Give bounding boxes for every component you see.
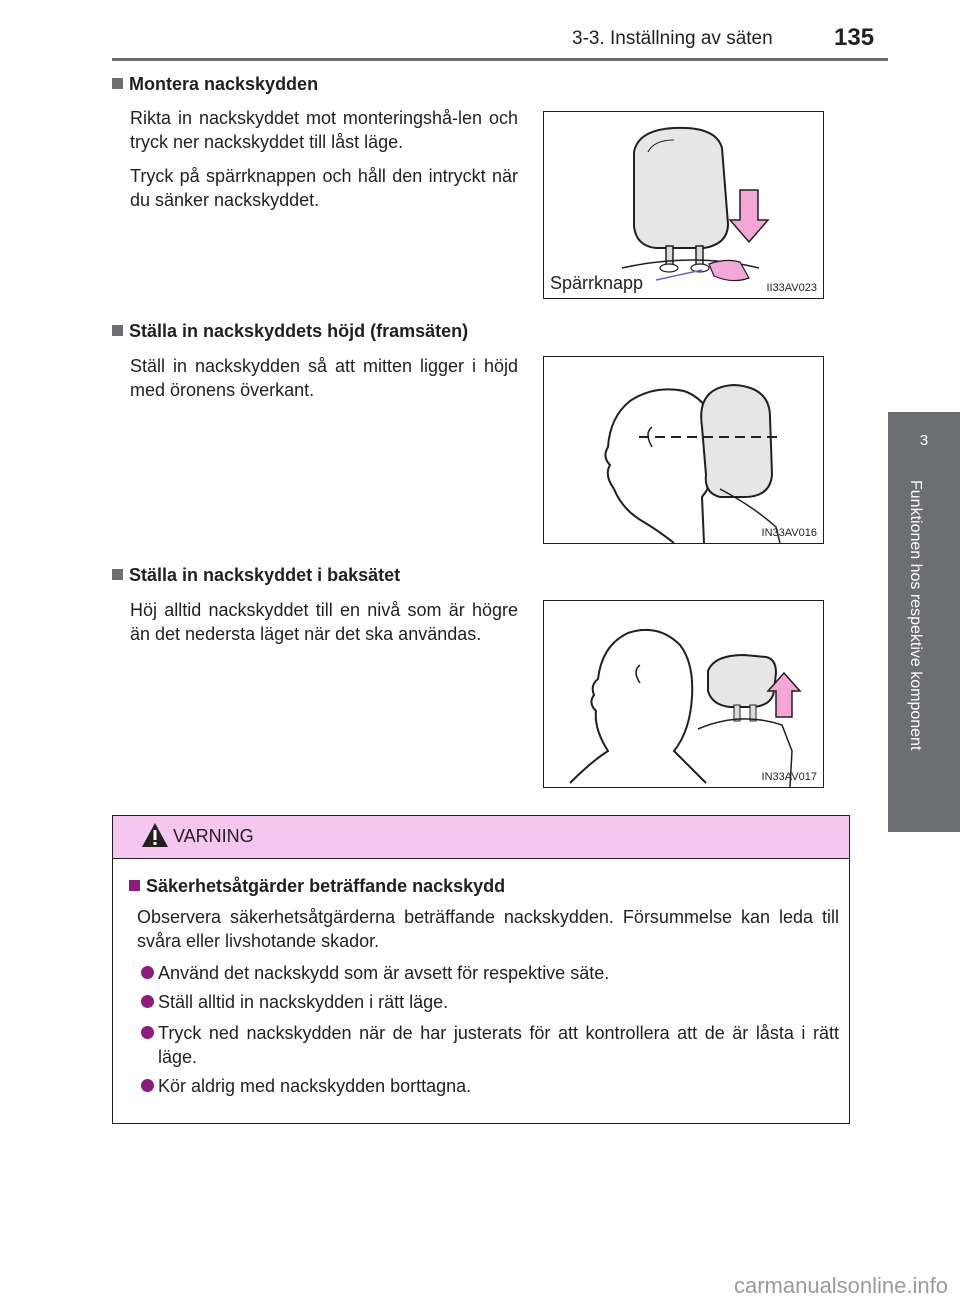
rear-headrest-figure xyxy=(543,600,824,788)
warning-heading: Säkerhetsåtgärder beträffande nackskydd xyxy=(129,876,505,897)
square-bullet-icon xyxy=(112,325,123,336)
bullet-dot-icon xyxy=(141,966,154,979)
header-section-title: 3-3. Inställning av säten xyxy=(572,28,773,49)
figure-code: II33AV023 xyxy=(766,282,817,294)
section-heading: Montera nackskydden xyxy=(112,74,318,95)
headrest-install-figure xyxy=(543,111,824,299)
figure-code: IN33AV017 xyxy=(761,771,817,783)
bullet-dot-icon xyxy=(141,1079,154,1092)
figure-callout-label: Spärrknapp xyxy=(550,273,644,293)
chapter-number: 3 xyxy=(919,432,929,449)
bullet-dot-icon xyxy=(141,995,154,1008)
page-number: 135 xyxy=(834,24,875,51)
body-paragraph: Ställ in nackskydden så att mitten ligger i höjd med öronens överkant. xyxy=(130,356,518,400)
warning-triangle-icon xyxy=(141,822,169,848)
warning-box xyxy=(112,815,850,1124)
warning-title: VARNING xyxy=(173,826,254,846)
square-bullet-icon xyxy=(112,569,123,580)
warning-bullet: Ställ alltid in nackskydden i rätt läge. xyxy=(141,990,839,1014)
header-rule xyxy=(112,58,888,61)
section-heading: Ställa in nackskyddet i baksätet xyxy=(112,565,400,586)
warning-bullet: Använd det nackskydd som är avsett för respektive säte. xyxy=(141,961,839,985)
headrest-height-figure xyxy=(543,356,824,544)
watermark: carmanualsonline.info xyxy=(733,1273,948,1298)
head-and-headrest-height-diagram xyxy=(544,357,824,544)
body-paragraph: Höj alltid nackskyddet till en nivå som är högre än det nedersta läget när det ska användas. xyxy=(130,600,518,644)
warning-intro: Observera säkerhetsåtgärderna beträffande nackskydden. Försummelse kan leda till svåra eller livshotande skador. xyxy=(137,907,839,951)
warning-header xyxy=(113,816,849,859)
figure-code: IN33AV016 xyxy=(761,527,817,539)
body-paragraph: Tryck på spärrknappen och håll den intryckt när du sänker nackskyddet. xyxy=(130,166,518,210)
bullet-dot-icon xyxy=(141,1026,154,1039)
square-bullet-icon xyxy=(112,78,123,89)
headrest-lowering-arrow-diagram xyxy=(544,112,824,299)
section-heading: Ställa in nackskyddets höjd (framsäten) xyxy=(112,321,468,342)
chapter-side-tab xyxy=(888,412,960,832)
square-bullet-icon xyxy=(129,880,140,891)
rear-headrest-raise-arrow-diagram xyxy=(544,601,824,788)
warning-bullet: Tryck ned nackskydden när de har justerats för att kontrollera att de är låsta i rätt läge. xyxy=(141,1021,839,1069)
chapter-label: Funktionen hos respektive komponent xyxy=(907,480,924,751)
warning-bullet: Kör aldrig med nackskydden borttagna. xyxy=(141,1074,839,1098)
body-paragraph: Rikta in nackskyddet mot monteringshå-len och tryck ner nackskyddet till låst läge. xyxy=(130,108,518,152)
